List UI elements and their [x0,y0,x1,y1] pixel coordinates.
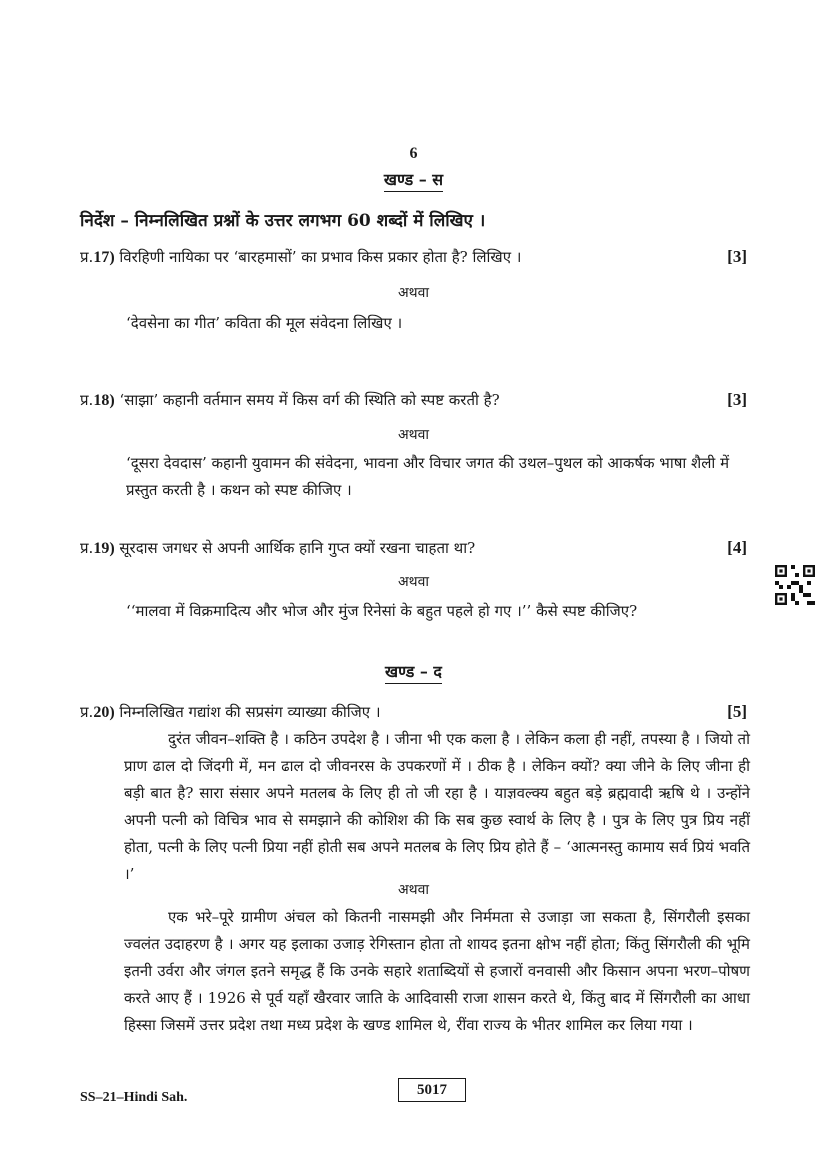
footer-paper-code: SS–21–Hindi Sah. [80,1090,188,1105]
page-number: 6 [409,145,418,162]
question-text: निम्नलिखित गद्यांश की सप्रसंग व्याख्या कीजिए । [119,703,381,721]
alternative-passage-text: एक भरे–पूरे ग्रामीण अंचल को कितनी नासमझी और निर्ममता से उजाड़ा जा सकता है, सिंगरौली इसका ज्वलंत उदाहरण है । अगर यह इलाका उजाड़ रेगिस्तान होता तो शायद इतना क्षोभ नहीं होता; किंतु सिंगरौली की भूमि इतनी उर्वरा और जंगल इतने समृद्ध हैं कि उनके सहारे शताब्दियों से हजारों वनवासी और किसान अपना भरण–पोषण करते आए हैं । 1926 से पूर्व यहाँ खैरवार जाति के आदिवासी राजा शासन करते थे, किंतु बाद में सिंगरौली का आधा हिस्सा जिसमें उत्तर प्रदेश तथा मध्य प्रदेश के खण्ड शामिल थे, रींवा राज्य के भीतर शामिल कर लिया गया । [124,908,750,1034]
section-heading-s-text: खण्ड – स [384,170,443,192]
marks: [3] [727,390,747,409]
question-text: सूरदास जगधर से अपनी आर्थिक हानि गुप्त क्यों रखना चाहता था? [119,539,476,557]
question-17 [80,247,747,267]
footer-box-number: 5017 [398,1078,466,1102]
or-label: अथवा [397,285,430,301]
question-20 [80,702,747,722]
alternative-passage [124,904,750,1039]
passage [124,726,750,888]
question-label: प्र.18) [80,391,115,409]
section-heading-d-text: खण्ड – द [385,662,442,684]
passage-text: दुरंत जीवन–शक्ति है । कठिन उपदेश है । जीना भी एक कला है । लेकिन कला ही नहीं, तपस्या है । जियो तो प्राण ढाल दो जिंदगी में, मन ढाल दो जीवनरस के उपकरणों में । ठीक है । लेकिन क्यों? क्या जीने के लिए जीना ही बड़ी बात है? सारा संसार अपने मतलब के लिए ही तो जी रहा है । याज्ञवल्क्य बहुत बड़े ब्रह्मवादी ऋषि थे । उन्होंने अपनी पत्नी को विचित्र भाव से समझाने की कोशिश की कि सब कुछ स्वार्थ के लिए है । पुत्र के लिए पुत्र प्रिय नहीं होता, पत्नी के लिए पत्नी प्रिया नहीं होती सब अपने मतलब के लिए प्रिय होते हैं – ‘आत्मनस्तु कामाय सर्व प्रियं भवति ।’ [124,730,750,883]
question-text: ‘साझा’ कहानी वर्तमान समय में किस वर्ग की स्थिति को स्पष्ट करती है? [119,391,500,409]
section-heading-d [0,660,827,682]
question-text: विरहिणी नायिका पर ‘बारहमासों’ का प्रभाव किस प्रकार होता है? लिखिए । [119,248,522,266]
alternative-question: ‘‘मालवा में विक्रमादित्य और भोज और मुंज रिनेसां के बहुत पहले हो गए ।’’ कैसे स्पष्ट कीजिए? [126,602,638,620]
question-label: प्र.17) [80,248,115,266]
section-heading-s [0,168,827,190]
marks: [3] [727,247,747,266]
marks: [4] [727,538,747,557]
or-label: अथवा [397,574,430,590]
question-19 [80,538,747,558]
or-label: अथवा [397,882,430,898]
qr-code-image [775,565,815,605]
alternative-question: ‘देवसेना का गीत’ कविता की मूल संवेदना लिखिए । [126,314,403,332]
or-label: अथवा [397,427,430,443]
question-label: प्र.20) [80,703,115,721]
question-label: प्र.19) [80,539,115,557]
question-18 [80,390,747,410]
alternative-question: ‘दूसरा देवदास’ कहानी युवामन की संवेदना, भावना और विचार जगत की उथल–पुथल को आकर्षक भाषा शैली में प्रस्तुत करती है । कथन को स्पष्ट कीजिए । [126,454,730,499]
marks: [5] [727,702,747,721]
instruction: निर्देश – निम्नलिखित प्रश्नों के उत्तर लगभग 60 शब्दों में लिखिए । [80,211,486,231]
